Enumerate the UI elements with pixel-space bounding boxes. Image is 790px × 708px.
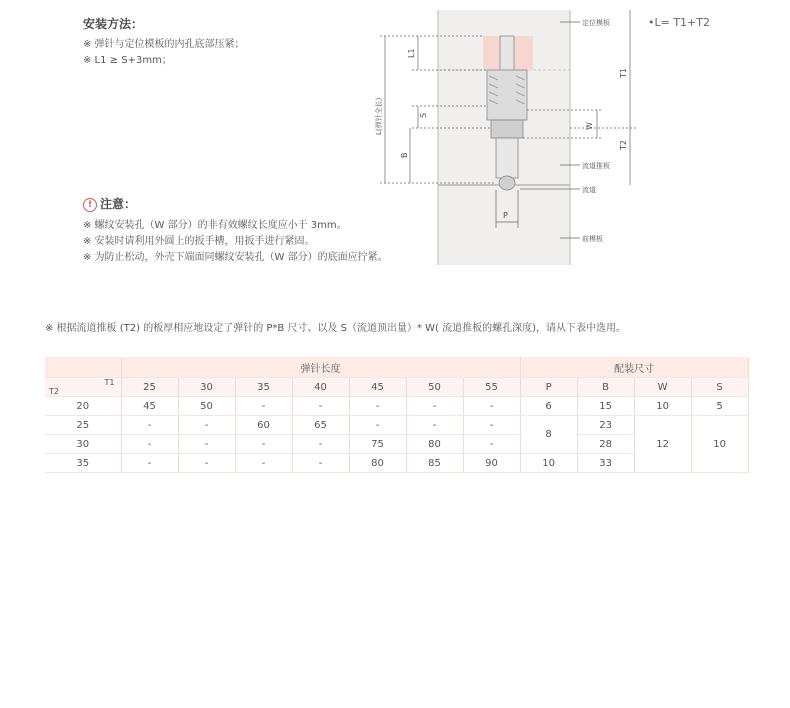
table-cell: - — [349, 397, 406, 416]
table-cell: 80 — [349, 454, 406, 473]
pin-tip — [499, 176, 515, 190]
dim-s-label: S — [419, 112, 428, 118]
s-cell: 10 — [691, 416, 748, 473]
t2-cell: 35 — [45, 454, 121, 473]
t1-header: 50 — [406, 378, 463, 397]
fit-header-p: P — [520, 378, 577, 397]
b-cell: 33 — [577, 454, 634, 473]
t2-cell: 20 — [45, 397, 121, 416]
b-cell: 28 — [577, 435, 634, 454]
table-cell: 65 — [292, 416, 349, 435]
table-cell: 50 — [178, 397, 235, 416]
table-cell: - — [178, 454, 235, 473]
table-cell: 80 — [406, 435, 463, 454]
table-row — [45, 397, 748, 416]
table-cell: 75 — [349, 435, 406, 454]
label-runner: 流道 — [582, 186, 596, 194]
group-fit-size: 配装尺寸 — [520, 357, 748, 378]
table-cell: - — [121, 454, 178, 473]
table-cell: 60 — [235, 416, 292, 435]
p-cell: 8 — [520, 416, 577, 454]
label-plate-front: 前模板 — [582, 235, 603, 243]
notice-title: 注意： — [100, 197, 137, 211]
fit-header-b: B — [577, 378, 634, 397]
t1-header: 25 — [121, 378, 178, 397]
dim-l-total-label: L(弹针全长) — [375, 97, 383, 135]
p-cell: 10 — [520, 454, 577, 473]
table-cell: 90 — [463, 454, 520, 473]
table-cell: 85 — [406, 454, 463, 473]
table-cell: - — [235, 435, 292, 454]
t1-header: 30 — [178, 378, 235, 397]
table-cell: - — [463, 416, 520, 435]
table-note: ※ 根据流道推板 (T2) 的板厚相应地设定了弹针的 P*B 尺寸、以及 S（流道顶出量）* W( 流道推板的螺孔深度)，请从下表中选用。 — [45, 323, 627, 334]
table-cell: - — [178, 416, 235, 435]
t1-header: 40 — [292, 378, 349, 397]
table-cell: - — [292, 435, 349, 454]
w-cell: 12 — [634, 416, 691, 473]
length-formula: •L= T1+T2 — [648, 16, 710, 29]
dim-b-label: B — [400, 152, 409, 158]
warning-icon: ! — [83, 198, 97, 212]
dim-l1-label: L1 — [407, 48, 416, 58]
table-cell: - — [178, 435, 235, 454]
corner-t1: T1 — [104, 378, 115, 387]
fit-header-s: S — [691, 378, 748, 397]
table-cell: - — [463, 397, 520, 416]
table-cell: 45 — [121, 397, 178, 416]
table-cell: - — [349, 416, 406, 435]
table-sub-header — [45, 378, 748, 397]
fit-header-w: W — [634, 378, 691, 397]
s-cell: 5 — [691, 397, 748, 416]
spec-table — [45, 357, 749, 473]
t1-header: 45 — [349, 378, 406, 397]
table-cell: - — [463, 435, 520, 454]
t1-header: 55 — [463, 378, 520, 397]
label-plate-runner: 流道推板 — [582, 162, 610, 170]
table-cell: - — [235, 397, 292, 416]
install-line-2: ※ L1 ≥ S+3mm； — [83, 55, 172, 66]
p-cell: 6 — [520, 397, 577, 416]
install-line-1: ※ 弹针与定位模板的内孔底部压紧； — [83, 39, 245, 50]
table-cell: - — [406, 397, 463, 416]
table-cell: - — [121, 416, 178, 435]
w-cell: 10 — [634, 397, 691, 416]
dim-p-label: P — [503, 211, 508, 220]
dim-w-label: W — [585, 122, 594, 130]
b-cell: 15 — [577, 397, 634, 416]
notice-line-2: ※ 安装时请利用外圆上的扳手槽，用扳手进行紧固。 — [83, 236, 315, 247]
t2-cell: 30 — [45, 435, 121, 454]
b-cell: 23 — [577, 416, 634, 435]
install-title: 安装方法： — [83, 17, 144, 31]
t1-header: 35 — [235, 378, 292, 397]
table-cell: - — [235, 454, 292, 473]
table-cell: - — [292, 454, 349, 473]
dim-t2-label: T2 — [619, 140, 628, 150]
corner-t2: T2 — [49, 387, 59, 396]
corner-blank — [45, 357, 121, 378]
dim-t1-label: T1 — [619, 68, 628, 78]
t2-cell: 25 — [45, 416, 121, 435]
pin-shaft — [496, 138, 518, 178]
label-plate-locate: 定位模板 — [582, 19, 610, 27]
table-row — [45, 416, 748, 435]
table-cell: - — [121, 435, 178, 454]
corner-cell — [45, 378, 121, 397]
table-cell: - — [406, 416, 463, 435]
notice-line-3: ※ 为防止松动，外壳下端面同螺纹安装孔（W 部分）的底面应拧紧。 — [83, 252, 388, 263]
table-group-header — [45, 357, 748, 378]
table-cell: - — [292, 397, 349, 416]
notice-line-1: ※ 螺纹安装孔（W 部分）的非有效螺纹长度应小于 3mm。 — [83, 220, 347, 231]
group-pin-length: 弹针长度 — [121, 357, 520, 378]
pin-installation-diagram — [0, 0, 790, 300]
